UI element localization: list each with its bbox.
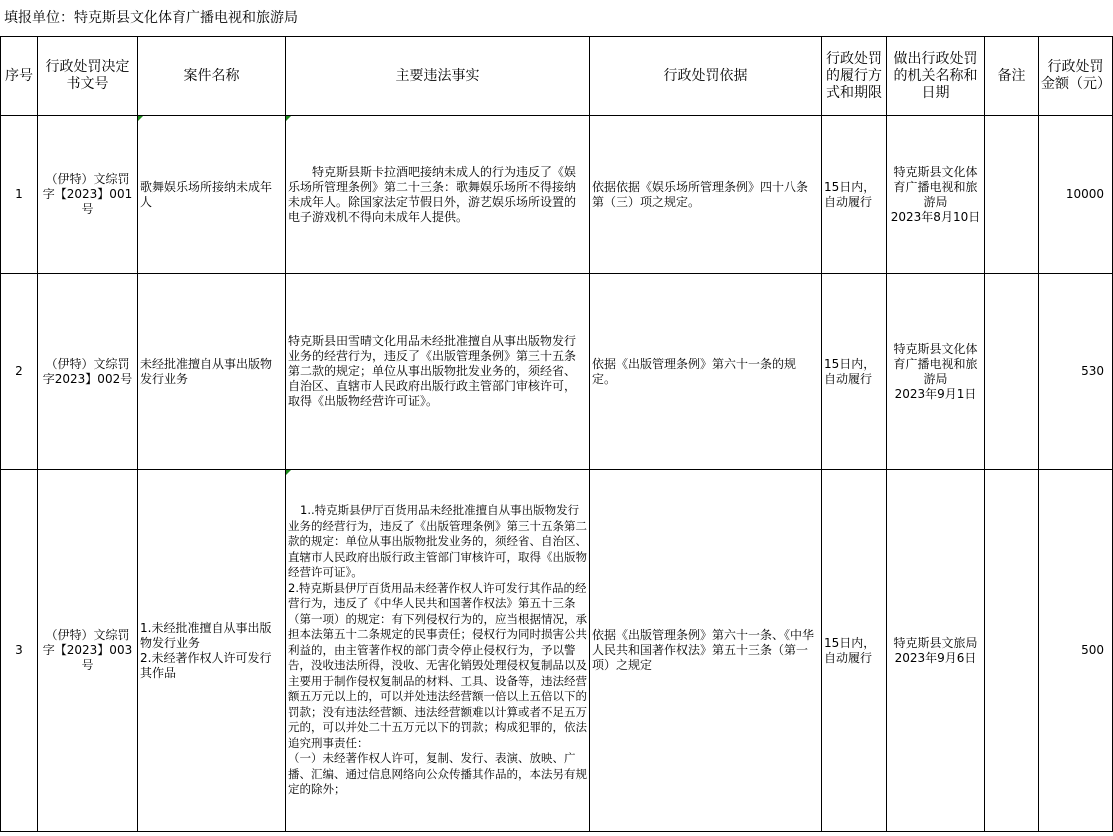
header-facts: 主要违法事实 [286, 37, 590, 116]
header-amount: 行政处罚金额（元） [1039, 37, 1113, 116]
fact-item-2: 2.特克斯县伊厅百货用品未经著作权人许可发行其作品的经营行为，违反了《中华人民共和国著作权法》第五十三条（第一项）的规定：有下列侵权行为的，应当根据情况，承担本法第五十二条规定的民事责任；侵权行为同时损害公共利益的，由主管著作权的部门责令停止侵权行为，予以警告，没收违法所得，没收、无害化销毁处理侵权复制品以及主要用于制作侵权复制品的材料、工具、设备等，违法经营额五万元以上的，可以并处违法经营额一倍以上五倍以下的罚款；没有违法经营额、违法经营额难以计算或者不足五万元的，可以并处二十五万元以下的罚款；构成犯罪的，依法追究刑事责任： [288, 580, 587, 750]
cell-performance: 15日内，自动履行 [822, 470, 887, 832]
header-seq: 序号 [1, 37, 38, 116]
cell-amount: 530 [1039, 274, 1113, 470]
header-remarks: 备注 [985, 37, 1039, 116]
fact-item-3: （一）未经著作权人许可，复制、发行、表演、放映、广播、汇编、通过信息网络向公众传播其作品的，本法另有规定的除外； [288, 751, 587, 797]
cell-facts: 特克斯县田雪晴文化用品未经批准擅自从事出版物发行业务的经营行为，违反了《出版管理条例》第三十五条第二款的规定；单位从事出版物批发业务的，须经省、自治区、直辖市人民政府出版行政主管部门审核许可，取得《出版物经营许可证》。 [286, 274, 590, 470]
cell-basis: 依据《出版管理条例》第六十一条的规定。 [590, 274, 822, 470]
cell-case-name: 未经批准擅自从事出版物发行业务 [138, 274, 286, 470]
authority-date: 2023年9月6日 [894, 650, 977, 665]
header-row [1, 37, 1113, 116]
cell-performance: 15日内，自动履行 [822, 274, 887, 470]
cell-facts [286, 470, 590, 832]
header-basis: 行政处罚依据 [590, 37, 822, 116]
cell-basis: 依据依据《娱乐场所管理条例》四十八条第（三）项之规定。 [590, 116, 822, 274]
header-performance: 行政处罚的履行方式和期限 [822, 37, 887, 116]
penalty-table [0, 36, 1113, 832]
cell-case-name: 歌舞娱乐场所接纳未成年人 [138, 116, 286, 274]
cell-performance: 15日内，自动履行 [822, 116, 887, 274]
cell-seq: 2 [1, 274, 38, 470]
authority-date: 2023年8月10日 [890, 209, 981, 224]
cell-facts: 特克斯县斯卡拉酒吧接纳未成人的行为违反了《娱乐场所管理条例》第二十三条：歌舞娱乐场所不得接纳未成年人。除国家法定节假日外，游艺娱乐场所设置的电子游戏机不得向未成年人提供。 [286, 116, 590, 274]
cell-seq: 1 [1, 116, 38, 274]
authority-name: 特克斯县文旅局 [893, 635, 978, 650]
header-authority: 做出行政处罚的机关名称和日期 [887, 37, 985, 116]
case-name-item-2: 2.未经著作权人许可发行其作品 [140, 650, 272, 680]
cell-authority [887, 116, 985, 274]
cell-remarks [985, 116, 1039, 274]
cell-authority [887, 274, 985, 470]
table-row [1, 274, 1113, 470]
cell-seq: 3 [1, 470, 38, 832]
cell-remarks [985, 470, 1039, 832]
header-doc-no: 行政处罚决定书文号 [38, 37, 138, 116]
cell-case-name [138, 470, 286, 832]
case-name-item-1: 1.未经批准擅自从事出版物发行业务 [140, 620, 272, 650]
reporting-unit-label: 填报单位： [4, 10, 74, 26]
table-row [1, 116, 1113, 274]
reporting-unit-name: 特克斯县文化体育广播电视和旅游局 [74, 10, 298, 26]
authority-date: 2023年9月1日 [894, 386, 977, 401]
cell-amount: 500 [1039, 470, 1113, 832]
fact-item-1: 1..特克斯县伊厅百货用品未经批准擅自从事出版物发行业务的经营行为，违反了《出版管理条例》第三十五条第二款的规定：单位从事出版物批发业务的，须经省、自治区、直辖市人民政府出版行政主管部门审核许可，取得《出版物经营许可证》。 [288, 503, 587, 580]
cell-doc-no: （伊特）文综罚字【2023】003号 [38, 470, 138, 832]
cell-doc-no: （伊特）文综罚字【2023】001号 [38, 116, 138, 274]
cell-amount: 10000 [1039, 116, 1113, 274]
authority-name: 特克斯县文化体育广播电视和旅游局 [893, 341, 978, 386]
table-row [1, 470, 1113, 832]
cell-remarks [985, 274, 1039, 470]
reporting-unit-line [0, 0, 1113, 36]
cell-basis: 依据《出版管理条例》第六十一条、《中华人民共和国著作权法》第五十三条（第一项）之规定 [590, 470, 822, 832]
cell-doc-no: （伊特）文综罚字2023】002号 [38, 274, 138, 470]
header-case-name: 案件名称 [138, 37, 286, 116]
authority-name: 特克斯县文化体育广播电视和旅游局 [893, 164, 978, 209]
cell-authority [887, 470, 985, 832]
